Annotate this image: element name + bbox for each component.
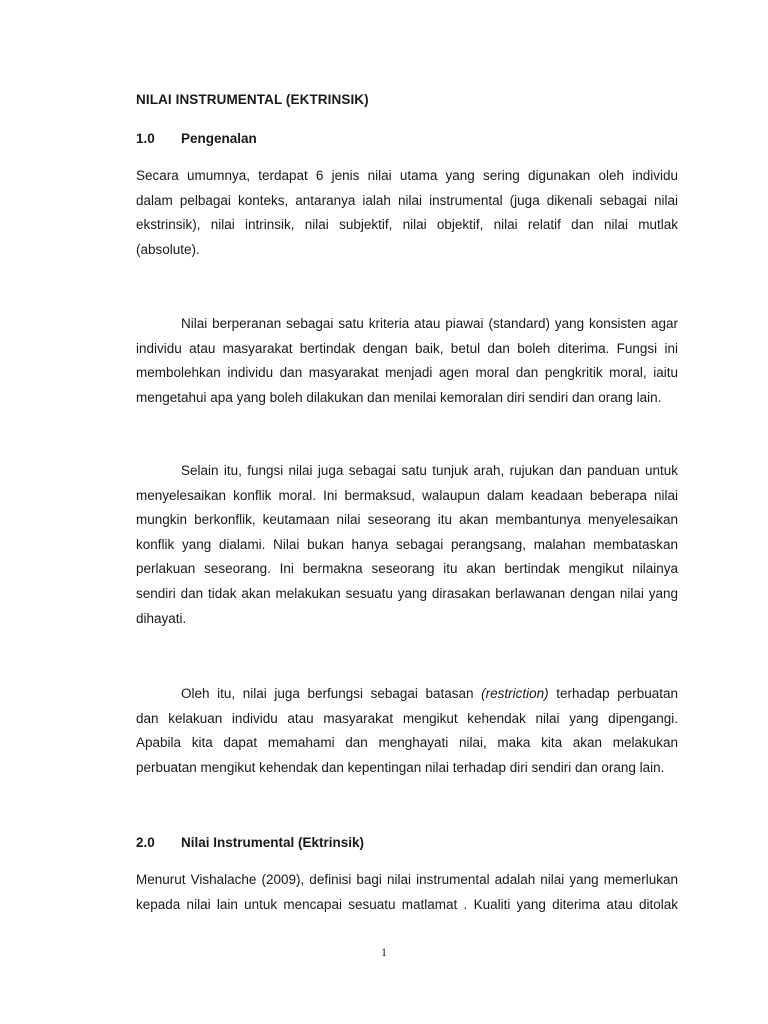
section-heading-pengenalan (136, 131, 257, 146)
section-heading-nilai-instrumental (136, 835, 364, 850)
paragraph-line: ekstrinsik), nilai intrinsik, nilai subjektif, nilai objektif, nilai relatif dan nilai mutlak (136, 217, 678, 233)
italic-term: (restriction) (481, 686, 549, 701)
paragraph-line: mungkin berkonflik, keutamaan nilai seseorang itu akan membantunya menyelesaikan (136, 512, 678, 528)
section-title: Nilai Instrumental (Ektrinsik) (181, 835, 365, 850)
document-title: NILAI INSTRUMENTAL (EKTRINSIK) (136, 92, 369, 107)
paragraph-tunjuk-arah (136, 459, 678, 631)
paragraph-line: individu atau masyarakat bertindak dengan baik, betul dan boleh diterima. Fungsi ini (136, 340, 678, 356)
restriction-sentence: Oleh itu, nilai juga berfungsi sebagai batasan (restriction) terhadap perbuatan (181, 686, 678, 701)
section-number: 2.0 (136, 835, 155, 850)
paragraph-line: Menurut Vishalache (2009), definisi bagi nilai instrumental adalah nilai yang memerlukan (136, 872, 678, 887)
paragraph-line: membolehkan individu dan masyarakat menjadi agen moral dan pengkritik moral, iaitu (136, 365, 678, 381)
paragraph-line: konflik yang dialami. Nilai bukan hanya sebagai perangsang, malahan membataskan (136, 536, 678, 552)
page-number: 1 (381, 945, 387, 959)
paragraph-batasan (136, 682, 678, 780)
paragraph-line: (absolute). (136, 241, 200, 257)
paragraph-line: Secara umumnya, terdapat 6 jenis nilai utama yang sering digunakan oleh individu (136, 168, 678, 183)
section-title: Pengenalan (181, 131, 257, 146)
paragraph-line: Selain itu, fungsi nilai juga sebagai satu tunjuk arah, rujukan dan panduan untuk (181, 463, 678, 478)
paragraph-line: mengetahui apa yang boleh dilakukan dan menilai kemoralan diri sendiri dan orang lain. (136, 389, 662, 405)
paragraph-line: perlakuan seseorang. Ini bermakna seseorang itu akan bertindak mengikut nilainya (136, 561, 678, 577)
paragraph-line: dalam pelbagai konteks, antaranya ialah nilai instrumental (juga dikenali sebagai nilai (136, 192, 678, 208)
paragraph-line: menyelesaikan konflik moral. Ini bermaksud, walaupun dalam keadaan beberapa nilai (136, 487, 678, 503)
paragraph-line-with-italic (136, 682, 678, 707)
paragraph-line: Apabila kita dapat memahami dan menghayati nilai, maka kita akan melakukan (136, 735, 678, 751)
paragraph-line: dihayati. (136, 610, 187, 626)
paragraph-introduction (136, 164, 678, 262)
paragraph-nilai-kriteria (136, 312, 678, 410)
paragraph-line: kepada nilai lain untuk mencapai sesuatu matlamat . Kualiti yang diterima atau ditolak (136, 896, 678, 912)
paragraph-definisi (136, 868, 678, 917)
paragraph-line: sendiri dan tidak akan melakukan sesuatu yang dirasakan berlawanan dengan nilai yang (136, 585, 678, 601)
paragraph-line: perbuatan mengikut kehendak dan kepentingan nilai terhadap diri sendiri dan orang lain. (136, 759, 665, 775)
paragraph-line: dan kelakuan individu atau masyarakat mengikut kehendak nilai yang dipengangi. (136, 710, 678, 726)
section-number: 1.0 (136, 131, 155, 146)
paragraph-line: Nilai berperanan sebagai satu kriteria atau piawai (standard) yang konsisten agar (181, 316, 678, 331)
